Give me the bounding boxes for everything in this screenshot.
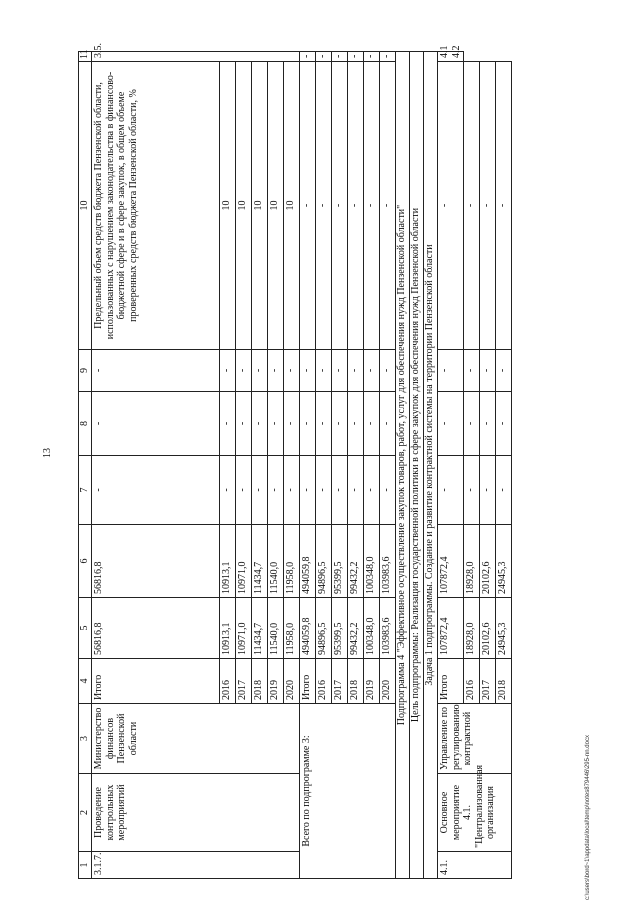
indicator-cell: 10 bbox=[252, 62, 268, 350]
col-num-8: 8 bbox=[79, 392, 92, 456]
extra-column-cell: - bbox=[464, 350, 480, 392]
total-amount-cell: 18928,0 bbox=[464, 598, 480, 659]
regional-budget-cell: 494059,8 bbox=[300, 525, 316, 598]
regional-budget-cell: 103983,6 bbox=[380, 525, 396, 598]
indicator-cell: - bbox=[496, 62, 512, 350]
indicator-cell: - bbox=[438, 62, 464, 350]
federal-budget-cell: - bbox=[438, 456, 464, 525]
federal-budget-cell: - bbox=[332, 456, 348, 525]
other-sources-cell: - bbox=[284, 392, 300, 456]
regional-budget-cell: 10913,1 bbox=[220, 525, 236, 598]
total-amount-cell: 11958,0 bbox=[284, 598, 300, 659]
federal-budget-cell: - bbox=[480, 456, 496, 525]
indicator-number-cell: 4.1 4.2 bbox=[438, 52, 464, 62]
extra-column-cell: - bbox=[284, 350, 300, 392]
total-amount-cell: 103983,6 bbox=[380, 598, 396, 659]
extra-column-cell: - bbox=[348, 350, 364, 392]
total-amount-cell: 10971,0 bbox=[236, 598, 252, 659]
total-amount-cell: 99432,2 bbox=[348, 598, 364, 659]
regional-budget-cell: 95399,5 bbox=[332, 525, 348, 598]
executor-cell: Управление по регулированию контрактной bbox=[438, 704, 512, 774]
federal-budget-cell: - bbox=[464, 456, 480, 525]
extra-column-cell: - bbox=[92, 350, 220, 392]
year-cell: 2016 bbox=[464, 659, 480, 704]
extra-column-cell: - bbox=[252, 350, 268, 392]
subprogram-4-title-row bbox=[396, 52, 410, 879]
indicator-cell: - bbox=[464, 62, 480, 350]
year-cell: Итого bbox=[438, 659, 464, 704]
total-amount-cell: 11434,7 bbox=[252, 598, 268, 659]
federal-budget-cell: - bbox=[348, 456, 364, 525]
indicator-cell: 10 bbox=[284, 62, 300, 350]
indicator-number-cell: - bbox=[364, 52, 380, 62]
year-cell: Итого bbox=[300, 659, 316, 704]
indicator-cell: - bbox=[348, 62, 364, 350]
indicator-cell: - bbox=[380, 62, 396, 350]
regional-budget-cell: 18928,0 bbox=[464, 525, 480, 598]
indicator-cell: 10 bbox=[268, 62, 284, 350]
indicator-cell: - bbox=[316, 62, 332, 350]
col-num-5: 5 bbox=[79, 598, 92, 659]
extra-column-cell: - bbox=[364, 350, 380, 392]
federal-budget-cell: - bbox=[300, 456, 316, 525]
federal-budget-cell: - bbox=[92, 456, 220, 525]
executor-cell: Министерство финансов Пензенской области bbox=[92, 704, 300, 774]
other-sources-cell: - bbox=[364, 392, 380, 456]
row-number-cell: 4.1. bbox=[438, 852, 512, 879]
other-sources-cell: - bbox=[380, 392, 396, 456]
other-sources-cell: - bbox=[348, 392, 364, 456]
col-num-9: 9 bbox=[79, 350, 92, 392]
col-num-1: 1 bbox=[79, 852, 92, 879]
indicator-cell: 10 bbox=[220, 62, 236, 350]
extra-column-cell: - bbox=[332, 350, 348, 392]
total-amount-cell: 56816,8 bbox=[92, 598, 220, 659]
extra-column-cell: - bbox=[496, 350, 512, 392]
total-amount-cell: 24945,3 bbox=[496, 598, 512, 659]
file-path-text: c:\users\bord~1\appdata\local\temp\notes879446\295-nn.docx bbox=[585, 735, 591, 900]
year-cell: 2020 bbox=[284, 659, 300, 704]
subprogram-goal-row bbox=[410, 52, 424, 879]
col-num-11: 11 bbox=[79, 52, 92, 62]
year-cell: Итого bbox=[92, 659, 220, 704]
year-cell: 2018 bbox=[348, 659, 364, 704]
col-num-4: 4 bbox=[79, 659, 92, 704]
indicator-number-cell: - bbox=[332, 52, 348, 62]
year-cell: 2016 bbox=[220, 659, 236, 704]
federal-budget-cell: - bbox=[364, 456, 380, 525]
year-cell: 2017 bbox=[480, 659, 496, 704]
extra-column-cell: - bbox=[480, 350, 496, 392]
regional-budget-cell: 99432,2 bbox=[348, 525, 364, 598]
extra-column-cell: - bbox=[268, 350, 284, 392]
indicator-cell: Предельный объем средств бюджета Пензенской области, использованных с нарушением законодательства в финансово-бюджетной сфере и в сфере закупок, в общем объеме проверенных средств бюджета Пензенской области, % bbox=[92, 62, 220, 350]
indicator-cell: - bbox=[332, 62, 348, 350]
indicator-number-cell: - bbox=[348, 52, 364, 62]
total-amount-cell: 10913,1 bbox=[220, 598, 236, 659]
extra-column-cell: - bbox=[380, 350, 396, 392]
table-row-4-1 bbox=[438, 52, 464, 879]
measure-name-cell: Основное мероприятие 4.1. "Централизованная организация bbox=[438, 774, 512, 852]
other-sources-cell: - bbox=[220, 392, 236, 456]
federal-budget-cell: - bbox=[236, 456, 252, 525]
other-sources-cell: - bbox=[92, 392, 220, 456]
federal-budget-cell: - bbox=[252, 456, 268, 525]
other-sources-cell: - bbox=[316, 392, 332, 456]
year-cell: 2016 bbox=[316, 659, 332, 704]
other-sources-cell: - bbox=[252, 392, 268, 456]
federal-budget-cell: - bbox=[268, 456, 284, 525]
indicator-cell: - bbox=[480, 62, 496, 350]
other-sources-cell: - bbox=[464, 392, 480, 456]
extra-column-cell: - bbox=[220, 350, 236, 392]
indicator-cell: - bbox=[300, 62, 316, 350]
federal-budget-cell: - bbox=[496, 456, 512, 525]
table-sheet bbox=[78, 43, 608, 879]
total-amount-cell: 94896,5 bbox=[316, 598, 332, 659]
subprogram-task-row bbox=[424, 52, 438, 879]
col-num-10: 10 bbox=[79, 62, 92, 350]
subtotal-label-cell: Всего по подпрограмме 3: bbox=[300, 704, 396, 879]
extra-column-cell: - bbox=[236, 350, 252, 392]
regional-budget-cell: 94896,5 bbox=[316, 525, 332, 598]
year-cell: 2018 bbox=[496, 659, 512, 704]
federal-budget-cell: - bbox=[220, 456, 236, 525]
total-amount-cell: 20102,6 bbox=[480, 598, 496, 659]
extra-column-cell: - bbox=[438, 350, 464, 392]
total-amount-cell: 107872,4 bbox=[438, 598, 464, 659]
regional-budget-cell: 24945,3 bbox=[496, 525, 512, 598]
extra-column-cell: - bbox=[316, 350, 332, 392]
col-num-6: 6 bbox=[79, 525, 92, 598]
total-amount-cell: 100348,0 bbox=[364, 598, 380, 659]
other-sources-cell: - bbox=[438, 392, 464, 456]
federal-budget-cell: - bbox=[316, 456, 332, 525]
indicator-cell: - bbox=[364, 62, 380, 350]
total-amount-cell: 494059,8 bbox=[300, 598, 316, 659]
regional-budget-cell: 11540,0 bbox=[268, 525, 284, 598]
other-sources-cell: - bbox=[300, 392, 316, 456]
other-sources-cell: - bbox=[496, 392, 512, 456]
year-cell: 2019 bbox=[364, 659, 380, 704]
regional-budget-cell: 107872,4 bbox=[438, 525, 464, 598]
col-num-2: 2 bbox=[79, 774, 92, 852]
col-num-3: 3 bbox=[79, 704, 92, 774]
subprogram-4-title: Подпрограмма 4 "Эффективное осуществление закупок товаров, работ, услуг для обеспечения нужд Пензенской области" bbox=[396, 52, 410, 879]
measure-name-cell: Проведение контрольных мероприятий bbox=[92, 774, 300, 852]
column-number-row bbox=[79, 52, 92, 879]
regional-budget-cell: 10971,0 bbox=[236, 525, 252, 598]
table-row-3-1-7-total bbox=[92, 52, 220, 879]
subprogram-goal: Цель подпрограммы: Реализация государственной политики в сфере закупок для обеспечения нужд Пензенской области bbox=[410, 52, 424, 879]
federal-budget-cell: - bbox=[380, 456, 396, 525]
regional-budget-cell: 56816,8 bbox=[92, 525, 220, 598]
indicator-cell: 10 bbox=[236, 62, 252, 350]
regional-budget-cell: 20102,6 bbox=[480, 525, 496, 598]
subprogram-task: Задача 1 подпрограммы. Создание и развитие контрактной системы на территории Пензенской области bbox=[424, 52, 438, 879]
year-cell: 2020 bbox=[380, 659, 396, 704]
extra-column-cell: - bbox=[300, 350, 316, 392]
federal-budget-cell: - bbox=[284, 456, 300, 525]
indicator-number-cell: - bbox=[300, 52, 316, 62]
other-sources-cell: - bbox=[332, 392, 348, 456]
total-amount-cell: 11540,0 bbox=[268, 598, 284, 659]
total-amount-cell: 95399,5 bbox=[332, 598, 348, 659]
col-num-7: 7 bbox=[79, 456, 92, 525]
indicator-number-cell: 3.5. bbox=[92, 52, 300, 62]
year-cell: 2017 bbox=[332, 659, 348, 704]
budget-table bbox=[78, 43, 512, 879]
regional-budget-cell: 11958,0 bbox=[284, 525, 300, 598]
indicator-number-cell: - bbox=[316, 52, 332, 62]
page-number: 13 bbox=[42, 448, 53, 458]
table-row-subtotal-3 bbox=[300, 52, 316, 879]
regional-budget-cell: 100348,0 bbox=[364, 525, 380, 598]
year-cell: 2018 bbox=[252, 659, 268, 704]
indicator-number-cell: - bbox=[380, 52, 396, 62]
other-sources-cell: - bbox=[268, 392, 284, 456]
row-number-cell: 3.1.7. bbox=[92, 852, 300, 879]
year-cell: 2017 bbox=[236, 659, 252, 704]
regional-budget-cell: 11434,7 bbox=[252, 525, 268, 598]
other-sources-cell: - bbox=[236, 392, 252, 456]
file-path-footer bbox=[585, 735, 605, 900]
other-sources-cell: - bbox=[480, 392, 496, 456]
year-cell: 2019 bbox=[268, 659, 284, 704]
